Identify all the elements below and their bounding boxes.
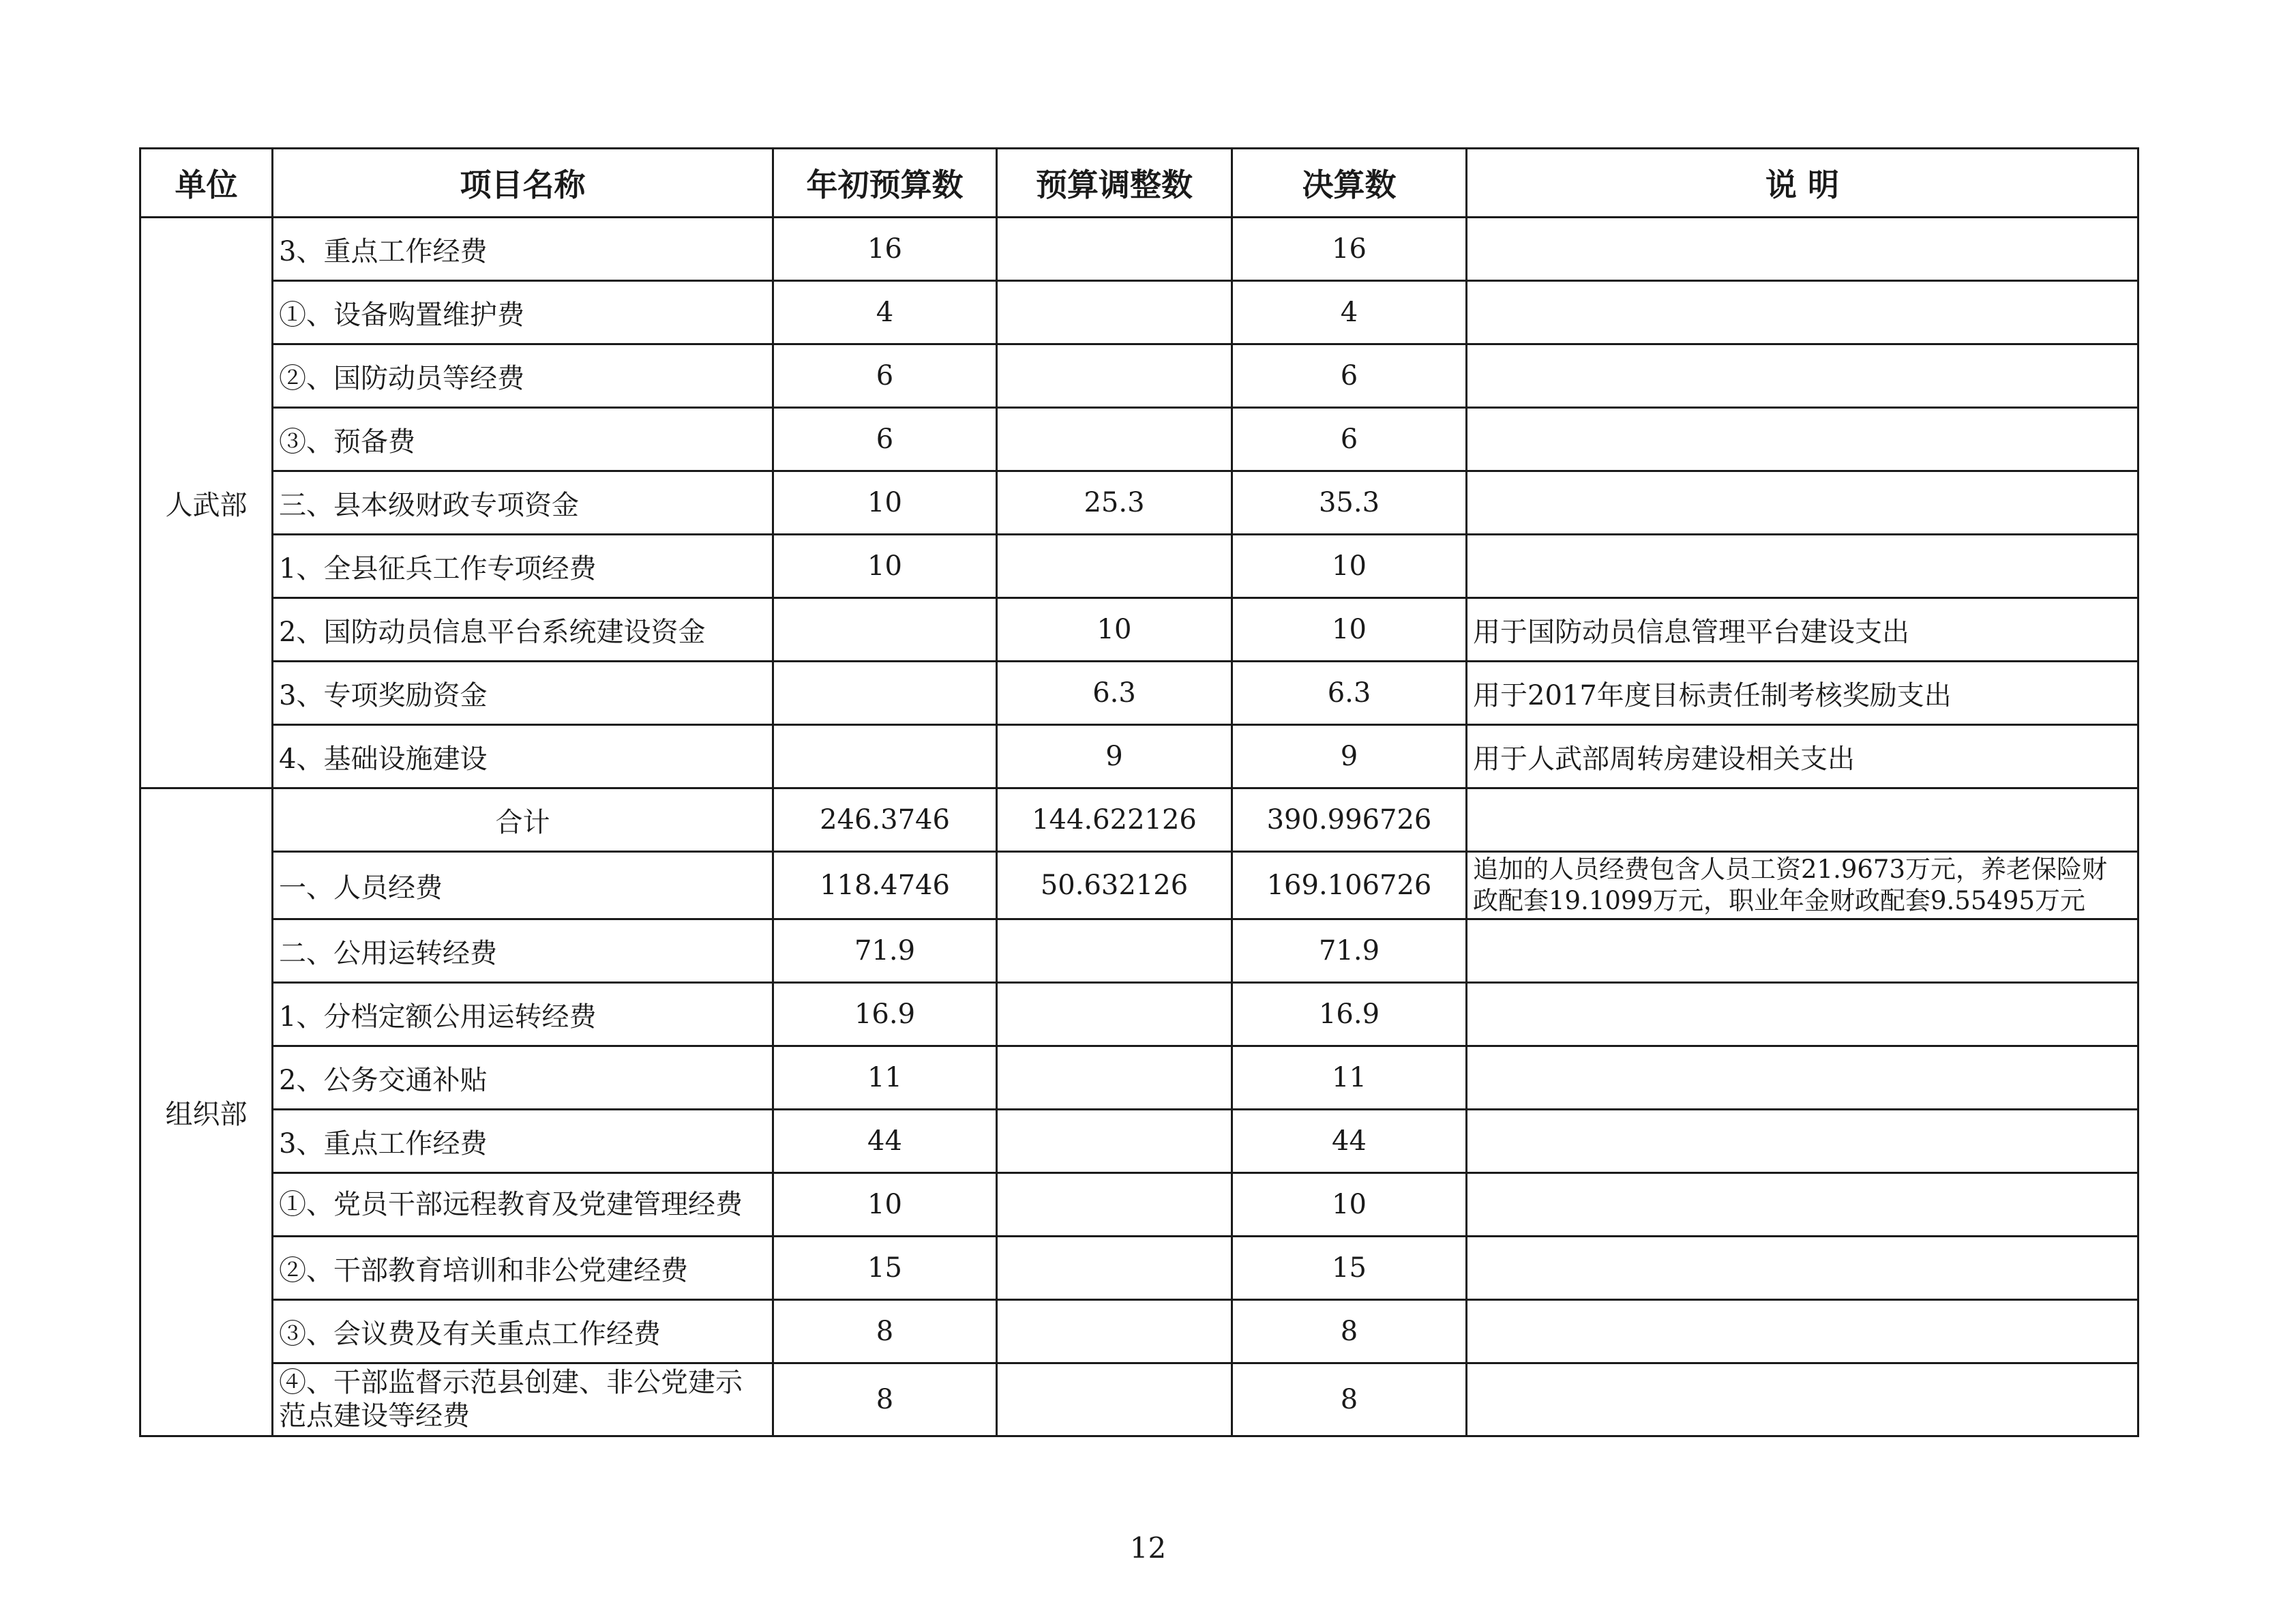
initial-budget-cell: 15 bbox=[773, 1237, 997, 1300]
final-accounts-cell: 6 bbox=[1232, 408, 1467, 471]
initial-budget-cell: 16 bbox=[773, 218, 997, 281]
adjustment-cell bbox=[997, 344, 1232, 408]
remarks-cell bbox=[1467, 1237, 2138, 1300]
adjustment-cell: 9 bbox=[997, 725, 1232, 788]
initial-budget-cell: 8 bbox=[773, 1300, 997, 1363]
initial-budget-cell: 246.3746 bbox=[773, 788, 997, 852]
header-budget-adjustment: 预算调整数 bbox=[997, 149, 1232, 218]
initial-budget-cell bbox=[773, 725, 997, 788]
initial-budget-cell: 10 bbox=[773, 471, 997, 535]
project-name-cell: 三、县本级财政专项资金 bbox=[273, 471, 773, 535]
table-row bbox=[140, 1237, 2138, 1300]
table-row bbox=[140, 919, 2138, 983]
page-number: 12 bbox=[1129, 1531, 1167, 1565]
table-row bbox=[140, 725, 2138, 788]
table-row bbox=[140, 662, 2138, 725]
initial-budget-cell: 118.4746 bbox=[773, 852, 997, 919]
remarks-cell: 用于国防动员信息管理平台建设支出 bbox=[1467, 598, 2138, 662]
remarks-cell bbox=[1467, 535, 2138, 598]
table-row bbox=[140, 471, 2138, 535]
adjustment-cell bbox=[997, 1363, 1232, 1436]
adjustment-cell: 6.3 bbox=[997, 662, 1232, 725]
initial-budget-cell: 8 bbox=[773, 1363, 997, 1436]
table-row bbox=[140, 535, 2138, 598]
final-accounts-cell: 10 bbox=[1232, 535, 1467, 598]
table-row bbox=[140, 1300, 2138, 1363]
table-row bbox=[140, 598, 2138, 662]
project-name-cell: 1、分档定额公用运转经费 bbox=[273, 983, 773, 1046]
table-row bbox=[140, 983, 2138, 1046]
remarks-cell bbox=[1467, 1046, 2138, 1110]
project-name-cell: 3、重点工作经费 bbox=[273, 218, 773, 281]
initial-budget-cell bbox=[773, 662, 997, 725]
remarks-cell bbox=[1467, 788, 2138, 852]
final-accounts-cell: 9 bbox=[1232, 725, 1467, 788]
project-name-cell: 3、专项奖励资金 bbox=[273, 662, 773, 725]
adjustment-cell bbox=[997, 1237, 1232, 1300]
project-name-cell: ②、干部教育培训和非公党建经费 bbox=[273, 1237, 773, 1300]
final-accounts-cell: 8 bbox=[1232, 1363, 1467, 1436]
adjustment-cell bbox=[997, 1110, 1232, 1173]
initial-budget-cell: 71.9 bbox=[773, 919, 997, 983]
project-name-cell: ①、党员干部远程教育及党建管理经费 bbox=[273, 1173, 773, 1237]
adjustment-cell: 50.632126 bbox=[997, 852, 1232, 919]
remarks-cell: 追加的人员经费包含人员工资21.9673万元，养老保险财政配套19.1099万元，职业年金财政配套9.55495万元 bbox=[1467, 852, 2138, 919]
adjustment-cell bbox=[997, 983, 1232, 1046]
table-row bbox=[140, 852, 2138, 919]
header-unit: 单位 bbox=[140, 149, 273, 218]
header-project-name: 项目名称 bbox=[273, 149, 773, 218]
unit-cell-renwubu: 人武部 bbox=[140, 218, 273, 788]
header-initial-budget: 年初预算数 bbox=[773, 149, 997, 218]
initial-budget-cell bbox=[773, 598, 997, 662]
final-accounts-cell: 16 bbox=[1232, 218, 1467, 281]
unit-cell-zuzhibu: 组织部 bbox=[140, 788, 273, 1436]
table-row bbox=[140, 218, 2138, 281]
project-name-cell: 1、全县征兵工作专项经费 bbox=[273, 535, 773, 598]
project-name-cell: ③、会议费及有关重点工作经费 bbox=[273, 1300, 773, 1363]
final-accounts-cell: 4 bbox=[1232, 281, 1467, 344]
adjustment-cell bbox=[997, 218, 1232, 281]
remarks-cell bbox=[1467, 218, 2138, 281]
remarks-cell bbox=[1467, 1110, 2138, 1173]
remarks-cell bbox=[1467, 1173, 2138, 1237]
initial-budget-cell: 16.9 bbox=[773, 983, 997, 1046]
final-accounts-cell: 15 bbox=[1232, 1237, 1467, 1300]
initial-budget-cell: 4 bbox=[773, 281, 997, 344]
remarks-cell bbox=[1467, 344, 2138, 408]
final-accounts-cell: 169.106726 bbox=[1232, 852, 1467, 919]
final-accounts-cell: 6.3 bbox=[1232, 662, 1467, 725]
remarks-cell bbox=[1467, 983, 2138, 1046]
project-name-cell: ②、国防动员等经费 bbox=[273, 344, 773, 408]
budget-table bbox=[139, 147, 2139, 1437]
final-accounts-cell: 10 bbox=[1232, 1173, 1467, 1237]
table-row bbox=[140, 1363, 2138, 1436]
remarks-cell bbox=[1467, 408, 2138, 471]
adjustment-cell bbox=[997, 281, 1232, 344]
remarks-cell bbox=[1467, 1363, 2138, 1436]
table-row bbox=[140, 1173, 2138, 1237]
initial-budget-cell: 10 bbox=[773, 1173, 997, 1237]
adjustment-cell: 144.622126 bbox=[997, 788, 1232, 852]
project-name-cell: 一、人员经费 bbox=[273, 852, 773, 919]
remarks-cell bbox=[1467, 1300, 2138, 1363]
final-accounts-cell: 8 bbox=[1232, 1300, 1467, 1363]
project-name-cell: 2、公务交通补贴 bbox=[273, 1046, 773, 1110]
adjustment-cell bbox=[997, 1046, 1232, 1110]
project-name-cell: 2、国防动员信息平台系统建设资金 bbox=[273, 598, 773, 662]
adjustment-cell: 25.3 bbox=[997, 471, 1232, 535]
remarks-cell bbox=[1467, 281, 2138, 344]
header-final-accounts: 决算数 bbox=[1232, 149, 1467, 218]
initial-budget-cell: 10 bbox=[773, 535, 997, 598]
header-row bbox=[140, 149, 2138, 218]
table-row bbox=[140, 408, 2138, 471]
remarks-cell bbox=[1467, 471, 2138, 535]
final-accounts-cell: 35.3 bbox=[1232, 471, 1467, 535]
final-accounts-cell: 6 bbox=[1232, 344, 1467, 408]
project-name-cell: ①、设备购置维护费 bbox=[273, 281, 773, 344]
project-name-cell: ④、干部监督示范县创建、非公党建示范点建设等经费 bbox=[273, 1363, 773, 1436]
project-name-cell-total: 合计 bbox=[273, 788, 773, 852]
project-name-cell: 二、公用运转经费 bbox=[273, 919, 773, 983]
table-row bbox=[140, 1046, 2138, 1110]
initial-budget-cell: 44 bbox=[773, 1110, 997, 1173]
final-accounts-cell: 44 bbox=[1232, 1110, 1467, 1173]
adjustment-cell bbox=[997, 408, 1232, 471]
adjustment-cell: 10 bbox=[997, 598, 1232, 662]
adjustment-cell bbox=[997, 1300, 1232, 1363]
initial-budget-cell: 6 bbox=[773, 344, 997, 408]
table-row bbox=[140, 1110, 2138, 1173]
adjustment-cell bbox=[997, 535, 1232, 598]
project-name-cell: 4、基础设施建设 bbox=[273, 725, 773, 788]
adjustment-cell bbox=[997, 919, 1232, 983]
header-remarks: 说 明 bbox=[1467, 149, 2138, 218]
final-accounts-cell: 11 bbox=[1232, 1046, 1467, 1110]
adjustment-cell bbox=[997, 1173, 1232, 1237]
table-row bbox=[140, 281, 2138, 344]
final-accounts-cell: 16.9 bbox=[1232, 983, 1467, 1046]
remarks-cell: 用于人武部周转房建设相关支出 bbox=[1467, 725, 2138, 788]
final-accounts-cell: 10 bbox=[1232, 598, 1467, 662]
remarks-cell bbox=[1467, 919, 2138, 983]
final-accounts-cell: 390.996726 bbox=[1232, 788, 1467, 852]
remarks-cell: 用于2017年度目标责任制考核奖励支出 bbox=[1467, 662, 2138, 725]
final-accounts-cell: 71.9 bbox=[1232, 919, 1467, 983]
initial-budget-cell: 11 bbox=[773, 1046, 997, 1110]
table-row bbox=[140, 344, 2138, 408]
initial-budget-cell: 6 bbox=[773, 408, 997, 471]
table-row bbox=[140, 788, 2138, 852]
project-name-cell: ③、预备费 bbox=[273, 408, 773, 471]
project-name-cell: 3、重点工作经费 bbox=[273, 1110, 773, 1173]
